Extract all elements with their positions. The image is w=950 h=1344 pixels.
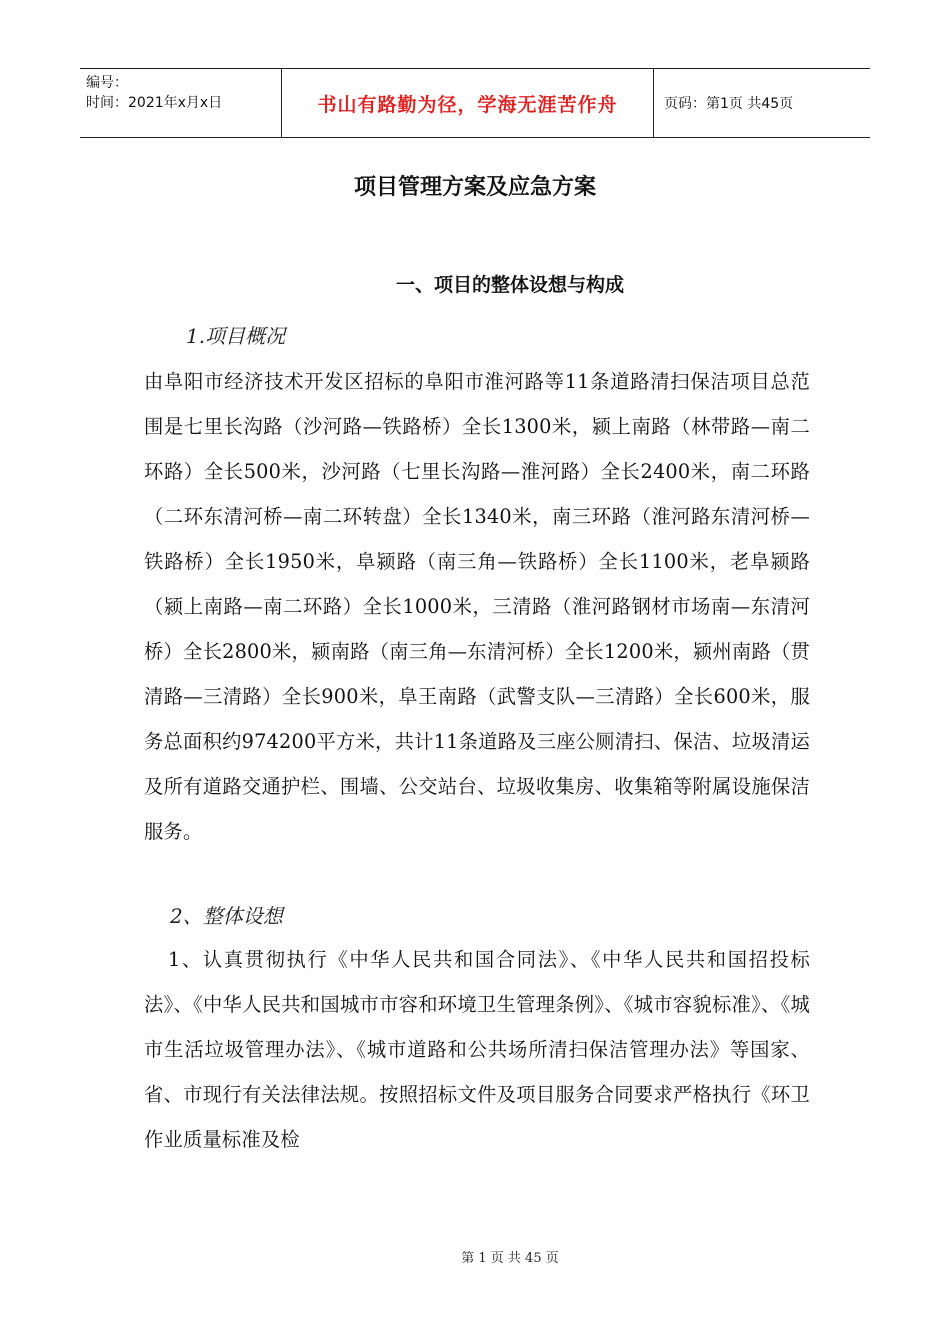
page-header <box>80 68 870 138</box>
header-meta <box>80 69 282 137</box>
header-motto: 书山有路勤为径，学海无涯苦作舟 <box>282 69 654 137</box>
document-title: 项目管理方案及应急方案 <box>353 175 596 200</box>
document-time-label: 时间：2021年x月x日 <box>86 95 223 111</box>
section-title: 一、项目的整体设想与构成 <box>395 274 624 296</box>
subsection-title-concept: 2、整体设想 <box>170 904 283 928</box>
paragraph-overall-concept: 1、认真贯彻执行《中华人民共和国合同法》、《中华人民共和国招投标法》、《中华人民共和国城市市容和环境卫生管理条例》、《城市容貌标准》、《城市生活垃圾管理办法》、《城市道路和公共场所清扫保洁管理办法》等国家、省、市现行有关法律法规。按照招标文件及项目服务合同要求严格执行《环卫作业质量标准及检 <box>144 948 810 1151</box>
paragraph-project-overview: 由阜阳市经济技术开发区招标的阜阳市淮河路等11条道路清扫保洁项目总范围是七里长沟路（沙河路—铁路桥）全长1300米，颍上南路（林带路—南二环路）全长500米，沙河路（七里长沟路—淮河路）全长2400米，南二环路（二环东清河桥—南二环转盘）全长1340米，南三环路（淮河路东清河桥—铁路桥）全长1950米，阜颍路（南三角—铁路桥）全长1100米，老阜颍路（颍上南路—南二环路）全长1000米，三清路（淮河路钢材市场南—东清河桥）全长2800米，颍南路（南三角—东清河桥）全长1200米，颍州南路（贯清路—三清路）全长900米，阜王南路（武警支队—三清路）全长600米，服务总面积约974200平方米，共计11条道路及三座公厕清扫、保洁、垃圾清运及所有道路交通护栏、围墙、公交站台、垃圾收集房、收集箱等附属设施保洁服务。 <box>144 370 810 843</box>
header-page-info: 页码：第1页 共45页 <box>664 96 794 112</box>
document-number-label: 编号： <box>86 75 128 91</box>
page-footer: 第 1 页 共 45 页 <box>461 1251 559 1266</box>
subsection-title-overview: 1.项目概况 <box>186 324 286 348</box>
